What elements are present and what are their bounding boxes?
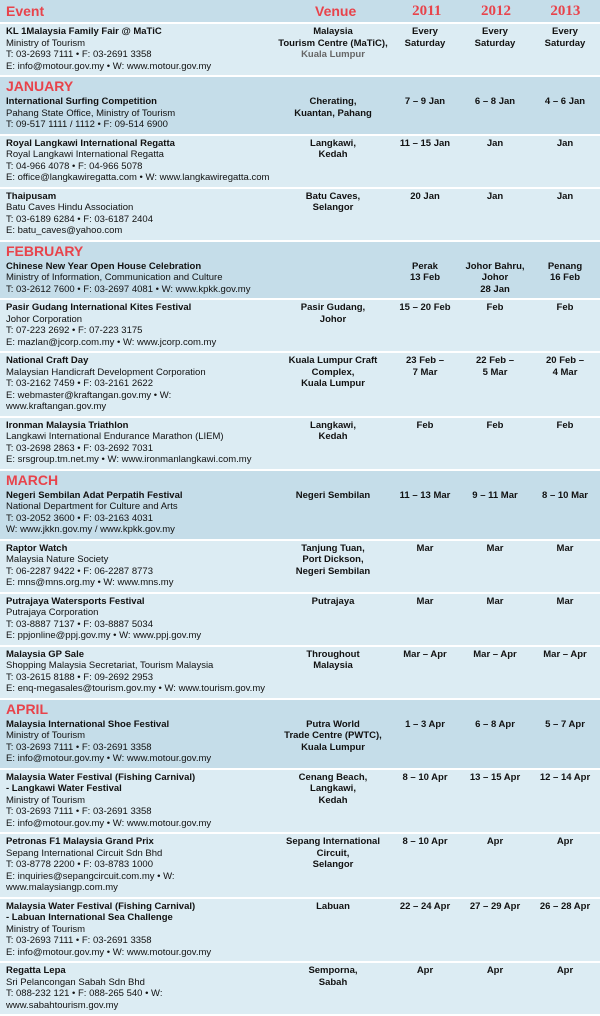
- event-detail-line: T: 09-517 1111 / 1112 • F: 09-514 6900: [6, 119, 272, 131]
- month-section: [0, 700, 600, 1016]
- date-cell-2011: [390, 24, 460, 75]
- venue-cell: [276, 594, 390, 645]
- month-heading: MARCH: [0, 471, 600, 488]
- venue-line: Kuala Lumpur Craft Complex,: [276, 355, 390, 378]
- event-title: Putrajaya Watersports Festival: [6, 596, 272, 608]
- venue-line: Selangor: [276, 859, 390, 871]
- venue-line: Langkawi,: [276, 420, 390, 432]
- venue-line: Batu Caves,: [276, 191, 390, 203]
- venue-line: Sabah: [276, 977, 390, 989]
- venue-line: Kedah: [276, 431, 390, 443]
- table-header: [0, 0, 600, 24]
- date-cell-2013: [530, 717, 600, 768]
- date-line: Mar – Apr: [460, 649, 530, 661]
- date-cell-2012: [460, 418, 530, 469]
- event-title: Chinese New Year Open House Celebration: [6, 261, 272, 273]
- date-line: 23 Feb –: [390, 355, 460, 367]
- date-line: 8 – 10 Apr: [390, 772, 460, 784]
- venue-line: Cherating,: [276, 96, 390, 108]
- date-cell-2013: [530, 353, 600, 416]
- date-line: 4 Mar: [530, 367, 600, 379]
- date-cell-2013: [530, 94, 600, 134]
- venue-cell: [276, 647, 390, 698]
- date-line: 6 – 8 Jan: [460, 96, 530, 108]
- event-subtitle: - Labuan International Sea Challenge: [6, 912, 272, 924]
- month-section: [0, 77, 600, 242]
- table-row: [0, 717, 600, 770]
- table-row: [0, 488, 600, 541]
- venue-line: Malaysia: [276, 660, 390, 672]
- event-title: Petronas F1 Malaysia Grand Prix: [6, 836, 272, 848]
- date-cell-2011: [390, 899, 460, 962]
- date-line: 4 – 6 Jan: [530, 96, 600, 108]
- event-title: National Craft Day: [6, 355, 272, 367]
- venue-line: Selangor: [276, 202, 390, 214]
- event-cell: [0, 24, 276, 75]
- date-line: 7 – 9 Jan: [390, 96, 460, 108]
- date-cell-2013: [530, 899, 600, 962]
- event-detail-line: Shopping Malaysia Secretariat, Tourism Malaysia: [6, 660, 272, 672]
- event-detail-line: T: 03-2612 7600 • F: 03-2697 4081 • W: www.kpkk.gov.my: [6, 284, 272, 296]
- date-cell-2012: [460, 541, 530, 592]
- date-line: 22 Feb –: [460, 355, 530, 367]
- venue-line: Putra World: [276, 719, 390, 731]
- event-detail-line: E: mazlan@jcorp.com.my • W: www.jcorp.com.my: [6, 337, 272, 349]
- venue-cell: [276, 899, 390, 962]
- event-title: Raptor Watch: [6, 543, 272, 555]
- date-cell-2011: [390, 647, 460, 698]
- date-line: 20 Feb –: [530, 355, 600, 367]
- event-detail-line: W: www.jkkn.gov.my / www.kpkk.gov.my: [6, 524, 272, 536]
- event-cell: [0, 834, 276, 897]
- venue-line: Kuala Lumpur: [276, 742, 390, 754]
- event-subtitle: - Langkawi Water Festival: [6, 783, 272, 795]
- venue-line: Kedah: [276, 149, 390, 161]
- events-table-body: [0, 24, 600, 1016]
- date-cell-2012: [460, 488, 530, 539]
- date-cell-2012: [460, 963, 530, 1014]
- table-row: [0, 24, 600, 77]
- date-line: 27 – 29 Apr: [460, 901, 530, 913]
- date-cell-2011: [390, 488, 460, 539]
- venue-line: Malaysia: [276, 26, 390, 38]
- date-line: Feb: [460, 420, 530, 432]
- event-detail-line: T: 07-223 2692 • F: 07-223 3175: [6, 325, 272, 337]
- date-cell-2011: [390, 136, 460, 187]
- date-line: 11 – 15 Jan: [390, 138, 460, 150]
- venue-line: Langkawi,: [276, 138, 390, 150]
- date-line: Jan: [530, 191, 600, 203]
- venue-cell: [276, 541, 390, 592]
- date-cell-2013: [530, 594, 600, 645]
- table-row: [0, 834, 600, 899]
- event-detail-line: Sri Pelancongan Sabah Sdn Bhd: [6, 977, 272, 989]
- venue-line: Johor: [276, 314, 390, 326]
- date-line: Johor Bahru, Johor: [460, 261, 530, 284]
- event-cell: [0, 647, 276, 698]
- event-title: Malaysia GP Sale: [6, 649, 272, 661]
- event-detail-line: Sepang International Circuit Sdn Bhd: [6, 848, 272, 860]
- date-cell-2011: [390, 594, 460, 645]
- venue-line: Putrajaya: [276, 596, 390, 608]
- date-line: Mar: [460, 596, 530, 608]
- event-detail-line: Malaysia Nature Society: [6, 554, 272, 566]
- event-detail-line: Putrajaya Corporation: [6, 607, 272, 619]
- table-row: [0, 963, 600, 1016]
- event-title: Malaysia Water Festival (Fishing Carnival): [6, 772, 272, 784]
- event-cell: [0, 899, 276, 962]
- date-line: Jan: [460, 138, 530, 150]
- date-line: 15 – 20 Feb: [390, 302, 460, 314]
- venue-line: Negeri Sembilan: [276, 566, 390, 578]
- date-cell-2012: [460, 189, 530, 240]
- event-detail-line: E: mns@mns.org.my • W: www.mns.my: [6, 577, 272, 589]
- date-cell-2011: [390, 189, 460, 240]
- event-detail-line: Ministry of Tourism: [6, 38, 272, 50]
- table-row: [0, 541, 600, 594]
- venue-line: Kuala Lumpur: [276, 378, 390, 390]
- date-cell-2012: [460, 136, 530, 187]
- event-cell: [0, 770, 276, 833]
- date-line: 28 Jan: [460, 284, 530, 296]
- event-cell: [0, 94, 276, 134]
- date-cell-2013: [530, 300, 600, 351]
- event-detail-line: Ministry of Information, Communication and Culture: [6, 272, 272, 284]
- venue-line: Throughout: [276, 649, 390, 661]
- month-heading: JANUARY: [0, 77, 600, 94]
- event-detail-line: E: info@motour.gov.my • W: www.motour.gov.my: [6, 61, 272, 73]
- date-line: 20 Jan: [390, 191, 460, 203]
- venue-cell: [276, 717, 390, 768]
- event-cell: [0, 189, 276, 240]
- date-line: 13 Feb: [390, 272, 460, 284]
- date-cell-2012: [460, 647, 530, 698]
- venue-line: Pasir Gudang,: [276, 302, 390, 314]
- venue-line: Tanjung Tuan,: [276, 543, 390, 555]
- venue-line: Kuala Lumpur: [276, 49, 390, 61]
- header-2013: 2013: [531, 3, 600, 20]
- date-cell-2013: [530, 24, 600, 75]
- event-title: Pasir Gudang International Kites Festival: [6, 302, 272, 314]
- event-title: Malaysia International Shoe Festival: [6, 719, 272, 731]
- date-line: Feb: [530, 420, 600, 432]
- date-line: 5 Mar: [460, 367, 530, 379]
- event-cell: [0, 541, 276, 592]
- date-cell-2013: [530, 418, 600, 469]
- date-cell-2011: [390, 834, 460, 897]
- event-title: Malaysia Water Festival (Fishing Carnival): [6, 901, 272, 913]
- date-line: Apr: [390, 965, 460, 977]
- date-line: 13 – 15 Apr: [460, 772, 530, 784]
- date-line: 12 – 14 Apr: [530, 772, 600, 784]
- date-cell-2012: [460, 353, 530, 416]
- venue-cell: [276, 834, 390, 897]
- date-cell-2011: [390, 418, 460, 469]
- table-row: [0, 770, 600, 835]
- date-cell-2012: [460, 94, 530, 134]
- date-line: Jan: [460, 191, 530, 203]
- table-row: [0, 189, 600, 242]
- venue-cell: [276, 24, 390, 75]
- month-heading: APRIL: [0, 700, 600, 717]
- date-line: 22 – 24 Apr: [390, 901, 460, 913]
- event-detail-line: T: 03-8778 2200 • F: 03-8783 1000: [6, 859, 272, 871]
- date-line: Feb: [390, 420, 460, 432]
- date-line: Feb: [530, 302, 600, 314]
- venue-line: Labuan: [276, 901, 390, 913]
- date-line: Mar: [530, 596, 600, 608]
- date-line: Feb: [460, 302, 530, 314]
- venue-line: Kedah: [276, 795, 390, 807]
- date-line: 8 – 10 Mar: [530, 490, 600, 502]
- event-title: Thaipusam: [6, 191, 272, 203]
- event-detail-line: E: info@motour.gov.my • W: www.motour.gov.my: [6, 753, 272, 765]
- date-line: 5 – 7 Apr: [530, 719, 600, 731]
- date-cell-2011: [390, 770, 460, 833]
- table-row: [0, 259, 600, 301]
- date-line: Apr: [530, 836, 600, 848]
- date-line: Mar: [390, 543, 460, 555]
- date-cell-2012: [460, 300, 530, 351]
- venue-cell: [276, 963, 390, 1014]
- event-title: KL 1Malaysia Family Fair @ MaTiC: [6, 26, 272, 38]
- date-cell-2011: [390, 300, 460, 351]
- date-cell-2013: [530, 963, 600, 1014]
- event-detail-line: E: ppjonline@ppj.gov.my • W: www.ppj.gov.my: [6, 630, 272, 642]
- header-event: Event: [0, 3, 279, 19]
- date-line: Saturday: [460, 38, 530, 50]
- date-cell-2013: [530, 834, 600, 897]
- header-venue: Venue: [279, 3, 392, 19]
- date-cell-2011: [390, 259, 460, 299]
- event-detail-line: T: 03-2615 8188 • F: 09-2692 2953: [6, 672, 272, 684]
- table-row: [0, 300, 600, 353]
- table-row: [0, 899, 600, 964]
- date-cell-2011: [390, 94, 460, 134]
- date-cell-2012: [460, 717, 530, 768]
- venue-cell: [276, 418, 390, 469]
- date-cell-2012: [460, 834, 530, 897]
- event-detail-line: T: 03-2052 3600 • F: 03-2163 4031: [6, 513, 272, 525]
- date-cell-2012: [460, 594, 530, 645]
- date-line: 1 – 3 Apr: [390, 719, 460, 731]
- event-detail-line: T: 03-2693 7111 • F: 03-2691 3358: [6, 49, 272, 61]
- event-detail-line: Ministry of Tourism: [6, 730, 272, 742]
- date-cell-2012: [460, 24, 530, 75]
- event-detail-line: Ministry of Tourism: [6, 924, 272, 936]
- table-row: [0, 594, 600, 647]
- venue-line: Negeri Sembilan: [276, 490, 390, 502]
- date-cell-2012: [460, 899, 530, 962]
- date-cell-2012: [460, 770, 530, 833]
- event-detail-line: T: 088-232 121 • F: 088-265 540 • W: www.sabahtourism.gov.my: [6, 988, 272, 1011]
- event-cell: [0, 353, 276, 416]
- date-line: Apr: [530, 965, 600, 977]
- table-row: [0, 418, 600, 471]
- event-cell: [0, 488, 276, 539]
- event-cell: [0, 717, 276, 768]
- event-title: Ironman Malaysia Triathlon: [6, 420, 272, 432]
- venue-line: Port Dickson,: [276, 554, 390, 566]
- event-detail-line: E: batu_caves@yahoo.com: [6, 225, 272, 237]
- date-line: 8 – 10 Apr: [390, 836, 460, 848]
- event-detail-line: E: info@motour.gov.my • W: www.motour.gov.my: [6, 947, 272, 959]
- event-detail-line: T: 03-2693 7111 • F: 03-2691 3358: [6, 742, 272, 754]
- venue-cell: [276, 488, 390, 539]
- event-title: Negeri Sembilan Adat Perpatih Festival: [6, 490, 272, 502]
- venue-line: Cenang Beach,: [276, 772, 390, 784]
- date-line: Every: [460, 26, 530, 38]
- date-cell-2012: [460, 259, 530, 299]
- date-cell-2013: [530, 770, 600, 833]
- date-cell-2013: [530, 259, 600, 299]
- date-line: Mar – Apr: [390, 649, 460, 661]
- event-cell: [0, 963, 276, 1014]
- event-cell: [0, 300, 276, 351]
- date-line: 11 – 13 Mar: [390, 490, 460, 502]
- event-detail-line: E: inquiries@sepangcircuit.com.my • W: www.malaysiangp.com.my: [6, 871, 272, 894]
- event-detail-line: T: 03-6189 6284 • F: 03-6187 2404: [6, 214, 272, 226]
- event-cell: [0, 136, 276, 187]
- event-detail-line: T: 03-2162 7459 • F: 03-2161 2622: [6, 378, 272, 390]
- date-line: Perak: [390, 261, 460, 273]
- event-detail-line: T: 03-2698 2863 • F: 03-2692 7031: [6, 443, 272, 455]
- venue-line: Sepang International Circuit,: [276, 836, 390, 859]
- event-detail-line: Ministry of Tourism: [6, 795, 272, 807]
- date-cell-2011: [390, 353, 460, 416]
- date-cell-2011: [390, 963, 460, 1014]
- event-detail-line: T: 03-2693 7111 • F: 03-2691 3358: [6, 935, 272, 947]
- month-section: [0, 24, 600, 77]
- event-detail-line: T: 06-2287 9422 • F: 06-2287 8773: [6, 566, 272, 578]
- event-detail-line: T: 03-8887 7137 • F: 03-8887 5034: [6, 619, 272, 631]
- month-heading: FEBRUARY: [0, 242, 600, 259]
- table-row: [0, 136, 600, 189]
- date-line: 6 – 8 Apr: [460, 719, 530, 731]
- venue-line: Kuantan, Pahang: [276, 108, 390, 120]
- venue-cell: [276, 300, 390, 351]
- event-detail-line: T: 04-966 4078 • F: 04-966 5078: [6, 161, 272, 173]
- date-cell-2013: [530, 136, 600, 187]
- event-title: International Surfing Competition: [6, 96, 272, 108]
- event-cell: [0, 418, 276, 469]
- date-line: Apr: [460, 965, 530, 977]
- date-line: Mar: [390, 596, 460, 608]
- event-detail-line: E: srsgroup.tm.net.my • W: www.ironmanlangkawi.com.my: [6, 454, 272, 466]
- event-cell: [0, 594, 276, 645]
- date-line: 26 – 28 Apr: [530, 901, 600, 913]
- date-line: Penang: [530, 261, 600, 273]
- table-row: [0, 647, 600, 700]
- header-2012: 2012: [461, 3, 530, 20]
- venue-line: Tourism Centre (MaTiC),: [276, 38, 390, 50]
- month-section: [0, 471, 600, 700]
- header-2011: 2011: [392, 3, 461, 20]
- event-title: Regatta Lepa: [6, 965, 272, 977]
- date-cell-2013: [530, 541, 600, 592]
- date-line: Mar: [460, 543, 530, 555]
- venue-cell: [276, 189, 390, 240]
- event-detail-line: E: enq-megasales@tourism.gov.my • W: www.tourism.gov.my: [6, 683, 272, 695]
- event-detail-line: Batu Caves Hindu Association: [6, 202, 272, 214]
- date-line: Every: [390, 26, 460, 38]
- date-line: 16 Feb: [530, 272, 600, 284]
- venue-line: Trade Centre (PWTC),: [276, 730, 390, 742]
- event-detail-line: Royal Langkawi International Regatta: [6, 149, 272, 161]
- date-line: Saturday: [530, 38, 600, 50]
- date-line: 9 – 11 Mar: [460, 490, 530, 502]
- event-detail-line: Langkawi International Endurance Marathon (LIEM): [6, 431, 272, 443]
- venue-cell: [276, 136, 390, 187]
- event-detail-line: T: 03-2693 7111 • F: 03-2691 3358: [6, 806, 272, 818]
- event-detail-line: Johor Corporation: [6, 314, 272, 326]
- date-cell-2011: [390, 717, 460, 768]
- venue-cell: [276, 770, 390, 833]
- venue-line: Semporna,: [276, 965, 390, 977]
- date-cell-2013: [530, 647, 600, 698]
- table-row: [0, 94, 600, 136]
- date-cell-2013: [530, 189, 600, 240]
- venue-cell: [276, 353, 390, 416]
- date-line: Jan: [530, 138, 600, 150]
- date-line: Apr: [460, 836, 530, 848]
- date-cell-2013: [530, 488, 600, 539]
- month-section: [0, 242, 600, 471]
- event-detail-line: Malaysian Handicraft Development Corporation: [6, 367, 272, 379]
- date-line: Saturday: [390, 38, 460, 50]
- event-title: Royal Langkawi International Regatta: [6, 138, 272, 150]
- venue-line: Langkawi,: [276, 783, 390, 795]
- venue-cell: [276, 94, 390, 134]
- venue-cell: [276, 259, 390, 299]
- date-line: Mar – Apr: [530, 649, 600, 661]
- event-detail-line: E: office@langkawiregatta.com • W: www.langkawiregatta.com: [6, 172, 272, 184]
- date-cell-2011: [390, 541, 460, 592]
- date-line: 7 Mar: [390, 367, 460, 379]
- event-detail-line: E: info@motour.gov.my • W: www.motour.gov.my: [6, 818, 272, 830]
- table-row: [0, 353, 600, 418]
- event-detail-line: National Department for Culture and Arts: [6, 501, 272, 513]
- event-detail-line: E: webmaster@kraftangan.gov.my • W: www.kraftangan.gov.my: [6, 390, 272, 413]
- date-line: Mar: [530, 543, 600, 555]
- event-detail-line: Pahang State Office, Ministry of Tourism: [6, 108, 272, 120]
- date-line: Every: [530, 26, 600, 38]
- event-cell: [0, 259, 276, 299]
